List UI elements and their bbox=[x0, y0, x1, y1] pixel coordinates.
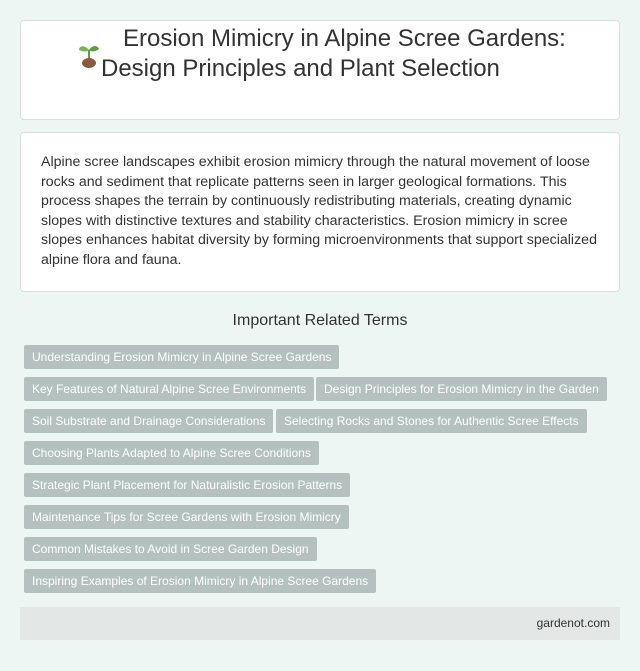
footer bbox=[20, 607, 620, 640]
related-terms-heading: Important Related Terms bbox=[232, 312, 408, 329]
term-tag[interactable]: Strategic Plant Placement for Naturalistic Erosion Patterns bbox=[24, 473, 350, 497]
term-tag[interactable]: Soil Substrate and Drainage Considerations bbox=[24, 409, 273, 433]
seedling-icon bbox=[78, 42, 100, 70]
term-tag[interactable]: Design Principles for Erosion Mimicry in the Garden bbox=[316, 377, 607, 401]
footer-site-link[interactable]: gardenot.com bbox=[536, 616, 610, 630]
term-tag[interactable]: Inspiring Examples of Erosion Mimicry in Alpine Scree Gardens bbox=[24, 569, 376, 593]
term-tag[interactable]: Key Features of Natural Alpine Scree Environments bbox=[24, 377, 314, 401]
term-tag[interactable]: Common Mistakes to Avoid in Scree Garden Design bbox=[24, 537, 317, 561]
intro-paragraph: Alpine scree landscapes exhibit erosion mimicry through the natural movement of loose rocks and sediment that replicate patterns seen in larger geological formations. This process shapes the terrain by continuously redistributing materials, creating dynamic slopes with distinctive textures and stability characteristics. Erosion mimicry in scree slopes enhances habitat diversity by forming microenvironments that support specialized alpine flora and fauna. bbox=[41, 154, 597, 268]
term-tag[interactable]: Selecting Rocks and Stones for Authentic Scree Effects bbox=[276, 409, 587, 433]
title-line-1: Erosion Mimicry in Alpine Scree Gardens: bbox=[123, 25, 566, 52]
term-tag[interactable]: Maintenance Tips for Scree Gardens with Erosion Mimicry bbox=[24, 505, 349, 529]
term-tag[interactable]: Choosing Plants Adapted to Alpine Scree Conditions bbox=[24, 441, 319, 465]
intro-card bbox=[20, 132, 620, 292]
term-tag[interactable]: Understanding Erosion Mimicry in Alpine Scree Gardens bbox=[24, 345, 339, 369]
title-line-2: Design Principles and Plant Selection bbox=[101, 55, 500, 82]
page-title bbox=[101, 24, 581, 84]
